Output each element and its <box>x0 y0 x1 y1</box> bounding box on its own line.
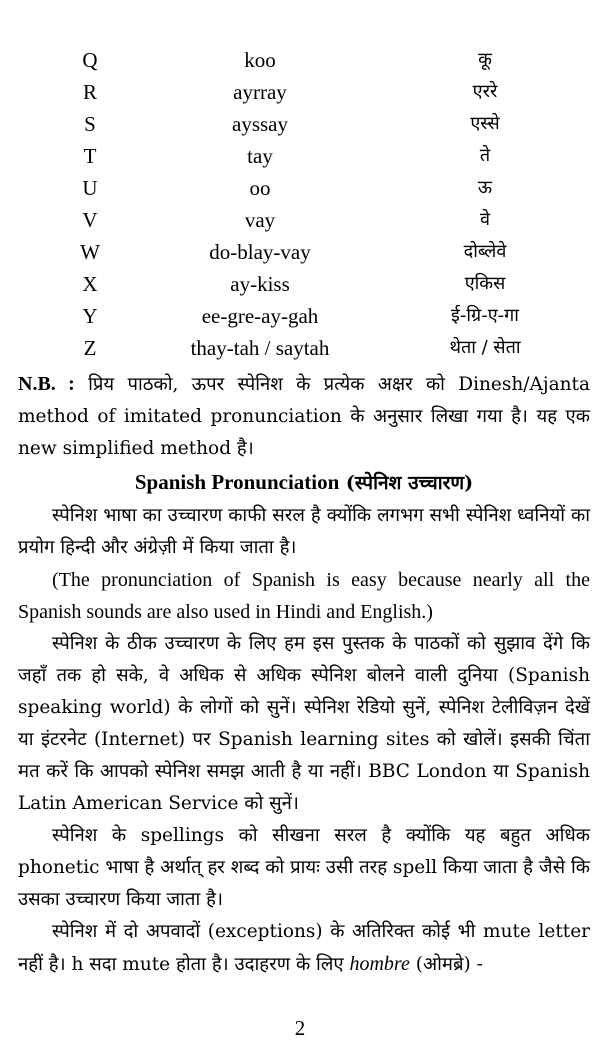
letter-cell: V <box>82 208 98 232</box>
pronunciation-cell: do-blay-vay <box>209 240 311 264</box>
hindi-cell: ई-ग्रि-ए-गा <box>451 305 519 326</box>
table-row <box>0 300 600 332</box>
hindi-cell: एररे <box>472 81 498 102</box>
letter-cell: U <box>82 176 98 200</box>
letter-cell: Q <box>82 48 98 72</box>
paragraph-intro-hindi: स्पेनिश भाषा का उच्चारण काफी सरल है क्योंकि लगभग सभी स्पेनिश ध्वनियों का प्रयोग हिन्दी और अंग्रेज़ी में किया जाता है। <box>18 505 590 558</box>
table-row <box>0 140 600 172</box>
letter-cell: S <box>84 112 96 136</box>
note-label: N.B. : <box>18 373 75 395</box>
hindi-cell: थेता / सेता <box>449 337 521 358</box>
table-row <box>0 204 600 236</box>
pronunciation-cell: tay <box>247 144 273 168</box>
pronunciation-cell: koo <box>244 48 276 72</box>
letter-cell: Y <box>82 304 98 328</box>
letter-cell: Z <box>83 336 97 360</box>
table-row <box>0 172 600 204</box>
section-title-hindi: (स्पेनिश उच्चारण) <box>339 472 474 494</box>
section-heading <box>18 465 590 500</box>
letter-cell: T <box>83 144 97 168</box>
hindi-cell: दोब्लेवे <box>463 241 507 262</box>
paragraph-listening-advice: स्पेनिश के ठीक उच्चारण के लिए हम इस पुस्तक के पाठकों को सुझाव देंगे कि जहाँ तक हो सके, वे अधिक से अधिक स्पेनिश बोलने वाली दुनिया (Spanish speaking world) के लोगों को सुनें। स्पेनिश रेडियो सुनें, स्पेनिश टेलीविज़न देखें या इंटरनेट (Internet) पर Spanish learning sites को खोलें। इसकी चिंता मत करें कि आपको स्पेनिश समझ आती है या नहीं। BBC London या Spanish Latin American Service को सुनें। <box>18 633 590 814</box>
letter-cell: X <box>82 272 98 296</box>
mute-letters-text-start: स्पेनिश में दो अपवादों (exceptions) के अतिरिक्त कोई भी mute letter नहीं है। h सदा mute होता है। उदाहरण के लिए <box>18 921 590 975</box>
paragraph-mute-letters <box>18 916 590 981</box>
pronunciation-cell: thay-tah / saytah <box>190 336 330 360</box>
hindi-cell: एस्से <box>470 113 500 134</box>
pronunciation-cell: ee-gre-ay-gah <box>201 304 319 328</box>
paragraph-intro-english: (The pronunciation of Spanish is easy because nearly all the Spanish sounds are also used in Hindi and English.) <box>18 569 590 623</box>
page-body <box>18 368 590 981</box>
example-word: hombre <box>349 953 410 975</box>
hindi-cell: ऊ <box>477 177 493 198</box>
section-title-english: Spanish Pronunciation <box>134 470 340 494</box>
table-row <box>0 76 600 108</box>
note-text: प्रिय पाठको, ऊपर स्पेनिश के प्रत्येक अक्षर को Dinesh/Ajanta method of imitated pronunciation के अनुसार लिखा गया है। यह एक new simplified method है। <box>18 374 590 459</box>
pronunciation-cell: ayrray <box>233 80 287 104</box>
pronunciation-cell: vay <box>244 208 276 232</box>
hindi-cell: एकिस <box>464 273 506 294</box>
alphabet-pronunciation-table <box>0 44 600 364</box>
table-row <box>0 108 600 140</box>
table-row <box>0 44 600 76</box>
page-number: 2 <box>294 1016 306 1040</box>
table-row <box>0 332 600 364</box>
mute-letters-text-end: (ओमब्रे) - <box>409 954 483 975</box>
paragraph-spellings: स्पेनिश के spellings को सीखना सरल है क्योंकि यह बहुत अधिक phonetic भाषा है अर्थात् हर शब्द को प्रायः उसी तरह spell किया जाता है जैसे कि उसका उच्चारण किया जाता है। <box>18 825 590 910</box>
letter-cell: R <box>82 80 97 104</box>
pronunciation-cell: oo <box>249 176 271 200</box>
note-paragraph <box>18 368 590 465</box>
pronunciation-cell: ayssay <box>232 112 288 136</box>
table-row <box>0 236 600 268</box>
letter-cell: W <box>80 240 100 264</box>
hindi-cell: ते <box>479 145 491 166</box>
hindi-cell: कू <box>478 49 492 70</box>
hindi-cell: वे <box>479 209 490 230</box>
table-row <box>0 268 600 300</box>
pronunciation-cell: ay-kiss <box>230 272 290 296</box>
